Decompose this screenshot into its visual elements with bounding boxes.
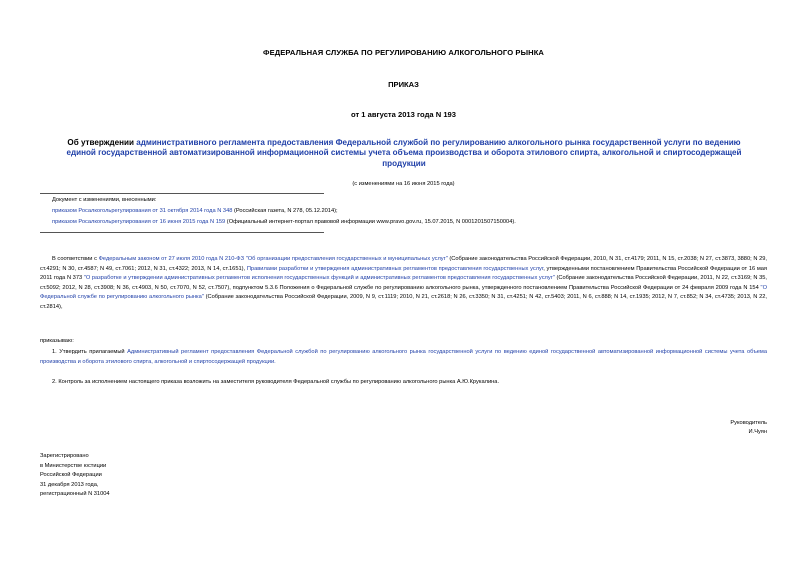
preamble-paragraph [40, 255, 767, 313]
document-type: ПРИКАЗ [388, 80, 419, 89]
document-date-number: от 1 августа 2013 года N 193 [351, 110, 456, 119]
signer-role: Руководитель [730, 420, 767, 426]
title-prefix: Об утверждении [67, 138, 137, 147]
order-item-2: 2. Контроль за исполнением настоящего приказа возложить на заместителя руководителя Федеральной службы по регулированию алкогольного рынка А.Ю.Крукалина. [52, 379, 500, 385]
registration-line: Зарегистрировано [40, 453, 89, 459]
amendments-bottom-divider [40, 232, 324, 233]
rules-link[interactable]: Правилами разработки и утверждения административных регламентов предоставления государственных услуг [246, 265, 544, 272]
order-item-1 [40, 348, 767, 367]
preamble-text: , утвержденными постановлением Правительства Российской Федерации от 16 мая 2011 года N 373 [40, 265, 768, 282]
amendment-source: (Российская газета, N 278, 05.12.2014); [232, 208, 338, 214]
resolution-154-link[interactable]: "О Федеральной службе по регулированию алкогольного рынка" [40, 284, 767, 301]
registration-line: регистрационный N 31004 [40, 491, 110, 498]
federal-law-link[interactable]: Федеральным законом от 27 июля 2010 года N 210-ФЗ "Об организации предоставления государственных и муниципальных услуг" [98, 256, 448, 262]
registration-line: в Министерстве юстиции [40, 462, 107, 469]
preamble-text: (Собрание законодательства Российской Федерации, 2010, N 31, ст.4179; 2011, N 15, ст.2038; N 27, ст.3873, 3880; N 29, ст.4291; N 30, ст.4587; N 49, ст.7061; 2012, N 31, ст.4322; 2013, N 14, ст.1651), [40, 256, 767, 272]
registration-line: Российской Федерации [40, 472, 102, 479]
changes-note: (с изменениями на 16 июня 2015 года) [352, 181, 455, 187]
amendment-link[interactable]: приказом Росалкогольрегулирования от 31 октября 2014 года N 348 [52, 208, 233, 214]
preamble-text: (Собрание законодательства Российской Федерации, 2011, N 22, ст.3169; N 35, ст.5092; 2012, N 28, ст.3908; N 36, ст.4903, N 50, ст.7070, N 52, ст.7507), подпунктом 5.3.6 Положения о Федеральной службе по регулированию алкогольного рынка, утвержденного постановлением Правительства Российской Федерации от 24 февраля 2009 года N 154 [40, 275, 768, 291]
preamble-text: (Собрание законодательства Российской Федерации, 2009, N 9, ст.1119; 2010, N 21, ст.2618; N 26, ст.3350; N 31, ст.4251; N 42, ст.5403; 2011, N 6, ст.888; N 14, ст.1935; 2012, N 7, ст.852; N 34, ст.4735; 2013, N 22, ст.2814), [40, 294, 767, 310]
signature-block [730, 419, 767, 437]
order-item-text: 1. Утвердить прилагаемый [52, 349, 128, 355]
amendments-intro: Документ с изменениями, внесенными: [52, 197, 157, 203]
registration-line: 31 декабря 2013 года, [40, 481, 99, 488]
regulation-link[interactable]: Административный регламент предоставления Федеральной службой по регулированию алкогольного рынка государственной услуги по ведению единой государственной автоматизированной информационной системы учета объема производства и оборота этилового спирта, алкогольной и спиртосодержащей продукции. [40, 349, 767, 365]
signer-name: И.Чуян [748, 429, 767, 435]
resolution-373-link[interactable]: "О разработке и утверждении административных регламентов исполнения государственных функций и административных регламентов предоставления государственных услуг" [83, 275, 555, 282]
registration-block [40, 452, 110, 500]
amendment-link[interactable]: приказом Росалкогольрегулирования от 16 июня 2015 года N 159 [52, 219, 226, 225]
amendment-item [52, 218, 516, 227]
amendment-source: (Официальный интернет-портал правовой информации www.pravo.gov.ru, 15.07.2015, N 0001201507150004). [225, 219, 516, 225]
document-title [52, 138, 756, 169]
regulation-title-link[interactable]: административного регламента предоставления Федеральной службой по регулированию алкогольного рынка государственной услуги по ведению единой государственной автоматизированной информационной системы учета объема производства и оборота этилового спирта, алкогольной и спиртосодержащей продукции [66, 138, 742, 168]
order-verb: приказываю: [40, 338, 74, 344]
amendments-top-divider [40, 193, 324, 194]
preamble-text: В соответствии с [52, 256, 99, 262]
amendment-item [52, 207, 338, 216]
agency-name: ФЕДЕРАЛЬНАЯ СЛУЖБА ПО РЕГУЛИРОВАНИЮ АЛКОГОЛЬНОГО РЫНКА [262, 48, 545, 57]
